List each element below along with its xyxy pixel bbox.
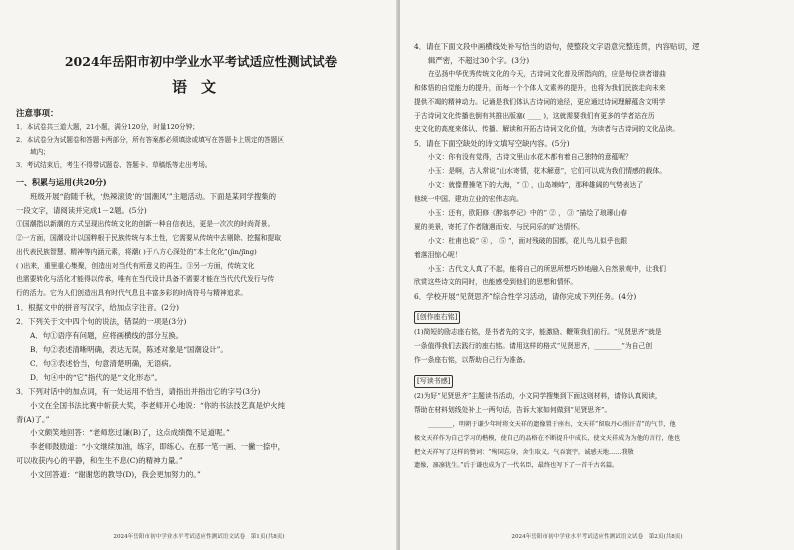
material-line: ________，明朝于谦少年时将文天祥的遗像置于座右，文天祥“留取丹心照汗青”的气节，他 [428, 420, 676, 428]
body-line: 史文化的高度来体认、传播、解读和开拓古诗词文化价值，为读者与古诗词的文化品读。 [414, 125, 680, 134]
option-line: B．句②表述清晰明确，表达无误，陈述对象是“国潮设计”。 [30, 344, 228, 354]
dialogue-line: 他统一中国、建功立业的宏伟志向。 [414, 194, 523, 203]
right-page [400, 0, 794, 550]
body-line: ①国潮指以新潮的方式呈现出传统文化的创新一种自信表达，更是一次次的时尚背景。 [16, 219, 275, 228]
body-line: 帮助在材料划线处补上一两句话，告诉大家如何做到“见贤思齐”。 [414, 405, 612, 414]
body-line: 于古诗词文化传播也倒有其推出版塞( ____ )，这就需要我们有更多的学者站在历 [414, 111, 655, 120]
dialogue-line: 小玉：还有，欧阳修《醉翁亭记》中的“ ② ， ③ ”描绘了琅琊山春 [428, 208, 628, 217]
dialogue-line: 小文在全国书法比赛中斩获大奖，李老师开心地说：“你的书法技艺真是炉火纯 [30, 400, 286, 410]
dialogue-line: 小文回答道：“谢谢您的教导(D)，我会更加努力的。” [30, 470, 201, 480]
material-line: 极文天祥作为自己学习的楷模，使自己的品格在不断提升中成长，使文天祥成为为他的言行，他也 [414, 434, 681, 442]
dialogue-line: 夏的美景，寄托了作者随遇而安、与民同乐的旷达情怀。 [414, 222, 584, 231]
dialogue-line: 李老师鼓励道：“小文继续加油，练字，即练心。在那一笔一画、一撇一捺中， [30, 442, 286, 452]
section-tag: [创作座右铭] [414, 311, 460, 324]
body-line: 一段文字，请阅读并完成1－2题。(5分) [16, 205, 147, 215]
dialogue-line: 小文：你有没有觉得，古诗文里山水花木都有着自己独特的意蕴呢？ [428, 153, 632, 162]
section-tag: [写读书感] [414, 375, 453, 388]
option-line: D．句④中的“它”指代的是“文化形态”。 [30, 372, 162, 382]
page-footer: 2024年岳阳市初中学业水平考试适应性测试语文试卷 第2页(共8页) [511, 534, 683, 540]
material-line: 遗像，凛凛犹生。”后于谦也成为了一代名臣，最终也写下了一首千古名篇。 [414, 462, 619, 470]
dialogue-line: 欣赏这些诗文的同时，也能感受到他们的思想和情怀。 [414, 278, 578, 287]
body-line: 行的活力。它为人们创造出具有时代气息且丰富多彩的时尚符号与精神追求。 [16, 289, 248, 298]
exam-title: 2024年岳阳市初中学业水平考试适应性测试试卷 [64, 54, 338, 69]
dialogue-line: 青(A)了。” [16, 414, 50, 424]
body-line: (1)简短的励志座右铭，是书者先的文字，能激励、鞭策我们前行。“见贤思齐”就是 [414, 328, 662, 337]
body-line: 在弘扬中华优秀传统文化的今天，古诗词文化普及所指向的，应是每位读者谱曲 [428, 69, 666, 78]
question-line: 4．请在下面文段中画横线处补写恰当的语句，使整段文字语意完整连贯，内容贴切，逻 [414, 42, 700, 51]
notice-item: 1．本试卷共三道大题，21小题，满分120分，时量120分钟； [16, 123, 199, 131]
body-line: 和体悟的自觉能力的提升，而每一个个体人文素养的提升，也将为我们民族走向未来 [414, 83, 666, 92]
right-body [414, 40, 784, 473]
page-footer: 2024年岳阳市初中学业水平考试适应性测试语文试卷 第1页(共8页) [113, 534, 285, 540]
question-line: 5．请在下面空缺处的诗文填写空缺内容。(5分) [414, 139, 570, 149]
body-line: (2)为好“见贤思齐”主题读书活动，小文同学搜集到下面这则材料，请你认真阅读， [414, 391, 662, 400]
material-line: 把文天祥写了这样的赞词：“殉国忘身，舍生取义。气吞寰宇，诚感天地……我敬 [414, 448, 634, 456]
body-line: 作一条座右铭，以帮助自己行为准备。 [414, 356, 530, 365]
option-line: A．句①语序有问题，应将画横线的部分互换。 [30, 331, 184, 341]
dialogue-line: 小玉：古代文人真了不起，能将自己的所思所想巧妙地融入自然景观中，让我们 [428, 264, 666, 273]
dialogue-line: 小文：就像曹操笔下的大海，“ ① ，山岛竦峙”，那种雄阔的气势表达了 [428, 181, 644, 190]
body-line: ②一方面，国潮设计以国粹根于民族传统与本土性，它需要从传统中去剔除、挖掘和提取 [16, 233, 282, 242]
dialogue-line: 小文：杜甫也说“ ④ ， ⑤ ”，面对残破的国都，花儿鸟儿似乎也跟 [428, 236, 628, 245]
body-line: 出代表民族智慧、精神等内涵元素，将潮( )于八方心深处的“本土化化”(jìn/jīng) [16, 247, 257, 256]
dialogue-line: 着落泪惊心呢！ [414, 250, 462, 259]
subject-title: 语文 [171, 78, 230, 96]
notice-item: 域内； [30, 148, 50, 156]
notice-heading: 注意事项： [16, 109, 59, 119]
section-heading: 一、积累与运用(共20分) [16, 177, 107, 187]
dialogue-line: 小文颇笑地回答：“老师您过谦(B)了，这点成绩微不足道呢。” [30, 428, 230, 438]
body-line: 也需要转化与活化才能得以传承，唯有在当代设计具备不需要才能在当代代代发行与传 [16, 275, 275, 284]
notice-item: 3．考试结束后，考生不得带试题卷、答题卡、草稿纸等走出考场。 [16, 160, 212, 169]
question-line: 1．根据文中的拼音写汉字，给加点字注音。(2分) [16, 303, 179, 313]
notice-list [16, 121, 386, 171]
question-line: 3．下列对话中的加点词，有一处运用不恰当，请指出并指出它的字号(3分) [16, 386, 261, 396]
question-line: 辑严密，不超过30个字。(3分) [428, 55, 530, 65]
body-line: 提供不竭的精神动力。记诵是我们体认古诗词的途径，更应通过诗词理解蕴含文明学 [414, 97, 666, 106]
dialogue-line: 小玉：是啊，古人常说“山水寄情，花木解意”，它们可以成为我们情感的载体。 [428, 167, 667, 176]
question-line: 2．下列关于文中四个句的说法，错误的一项是(3分) [16, 317, 187, 327]
notice-item: 2．本试卷分为试题卷和答题卡两部分，所有答案都必须填涂或填写在答题卡上规定的答题区 [16, 135, 284, 144]
body-line: ( )出来，重里重心集聚，创造出对当代有所意义的再生。③另一方面，传统文化 [16, 261, 255, 270]
option-line: C．句③表述恰当，句意清楚明确，无语病。 [30, 358, 177, 368]
dialogue-line: 可以收获内心的平静，和生生不息(C)的精神力量。” [16, 456, 183, 466]
body-line: 一条值得我们去践行的座右铭。请用这样的格式“见贤思齐，________”为自己创 [414, 342, 653, 351]
question-line: 6．学校开展“见贤思齐”综合性学习活动，请你完成下列任务。(4分) [414, 292, 637, 302]
left-body [16, 190, 386, 482]
body-line: 班级开展“韵随千秋，‘热辣滚烫’的‘国潮风’”主题活动。下面是某同学搜集的 [30, 192, 277, 201]
